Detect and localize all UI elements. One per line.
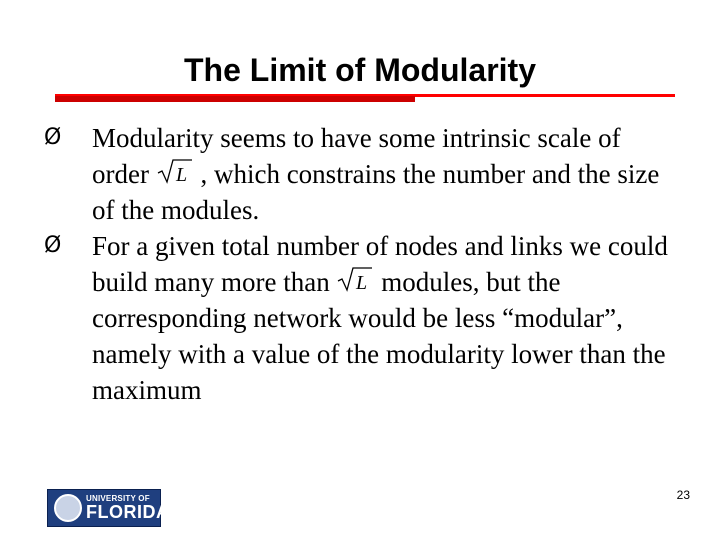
logo-top-text: UNIVERSITY OF	[86, 494, 150, 503]
logo-bottom-text: FLORIDA	[86, 502, 170, 522]
bullet-item	[44, 120, 684, 228]
sqrt-variable: L	[175, 164, 187, 185]
page-number: 23	[676, 488, 690, 502]
sqrt-formula	[336, 265, 374, 293]
university-logo	[47, 489, 170, 527]
bullet-text-part: Modularity seems to have some intrinsic scale of order	[92, 123, 621, 189]
bullet-text-part: modules, but the corresponding network would be less “modular”, namely with a value of the modularity lower than the maximum	[92, 267, 666, 405]
bullet-text-part: For a given total number of nodes and links we could build many more than	[92, 231, 668, 297]
slide-title: The Limit of Modularity	[184, 52, 536, 88]
arrow-bullet-icon: Ø	[44, 233, 62, 258]
bullet-text-part: , which constrains the number and the size of the modules.	[92, 159, 660, 225]
sqrt-formula	[156, 157, 194, 185]
university-seal-icon	[54, 494, 82, 522]
bullet-item	[44, 228, 684, 408]
title-underline-dark	[55, 96, 415, 102]
arrow-bullet-icon: Ø	[44, 125, 62, 150]
sqrt-variable: L	[356, 272, 368, 293]
bullet-list	[44, 120, 684, 408]
